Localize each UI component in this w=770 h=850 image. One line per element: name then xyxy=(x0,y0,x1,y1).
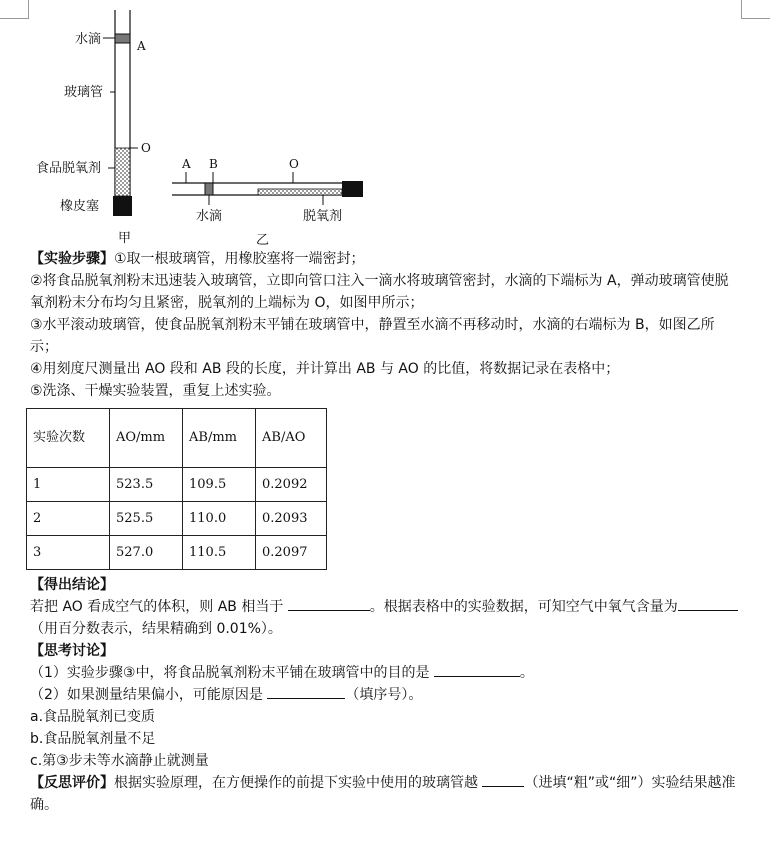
discussion-q2-end: （填序号）。 xyxy=(345,687,423,703)
reflection-text-b: （进填“粗”或“细”）实验结果越准确。 xyxy=(30,775,736,813)
label-water: 水滴 xyxy=(75,32,102,47)
answer-blank-1[interactable] xyxy=(288,596,370,611)
step-3: ③水平滚动玻璃管，使食品脱氧剂粉末平铺在玻璃管中，静置至水滴不再移动时，水滴的右端标为 B，如图乙所示； xyxy=(30,317,715,355)
steps-line-1 xyxy=(30,248,742,270)
label-point-a: A xyxy=(182,157,191,171)
answer-blank-3[interactable] xyxy=(434,662,520,677)
step-2: ②将食品脱氧剂粉末迅速装入玻璃管，立即向管口注入一滴水将玻璃管密封，水滴的下端标为 A，弹动玻璃管使脱氧剂粉末分布均匀且紧密，脱氧剂的上端标为 O，如图甲所示； xyxy=(30,273,729,311)
table-cell: 523.5 xyxy=(110,468,183,502)
table-cell: 109.5 xyxy=(183,468,256,502)
deoxidizer-powder xyxy=(258,189,342,195)
header-trial: 实验次数 xyxy=(27,409,110,468)
label-point-o: O xyxy=(289,157,299,171)
discussion-q2 xyxy=(30,684,742,706)
conclusion-heading: 【得出结论】 xyxy=(30,577,114,593)
table-row xyxy=(27,536,327,570)
figure-yi xyxy=(172,157,363,248)
water-drop xyxy=(205,183,213,195)
data-table xyxy=(26,408,327,570)
option-c: c.第③步未等水滴静止就测量 xyxy=(30,753,209,769)
apparatus-figure xyxy=(0,0,770,252)
rubber-stopper xyxy=(342,181,363,197)
label-point-o: O xyxy=(141,141,151,155)
table-cell: 1 xyxy=(27,468,110,502)
question-content xyxy=(30,248,742,816)
conclusion-text xyxy=(30,596,742,640)
table-cell: 2 xyxy=(27,502,110,536)
table-row xyxy=(27,502,327,536)
caption-jia: 甲 xyxy=(118,231,132,246)
label-deoxidizer: 食品脱氧剂 xyxy=(36,161,102,176)
conclusion-text-a: 若把 AO 看成空气的体积，则 AB 相当于 xyxy=(30,599,284,615)
steps-heading: 【实验步骤】 xyxy=(30,251,114,267)
table-cell: 0.2097 xyxy=(256,536,327,570)
table-cell: 527.0 xyxy=(110,536,183,570)
label-stopper: 橡皮塞 xyxy=(60,199,100,214)
header-ao: AO/mm xyxy=(110,409,183,468)
discussion-heading: 【思考讨论】 xyxy=(30,643,114,659)
reflection-text-a: 根据实验原理，在方便操作的前提下实验中使用的玻璃管越 xyxy=(114,775,478,791)
step-5: ⑤洗涤、干燥实验装置，重复上述实验。 xyxy=(30,383,281,399)
table-header-row xyxy=(27,409,327,468)
figure-jia xyxy=(36,10,151,246)
table-cell: 525.5 xyxy=(110,502,183,536)
rubber-stopper xyxy=(113,196,132,216)
discussion-q2-text: （2）如果测量结果偏小，可能原因是 xyxy=(30,687,263,703)
answer-blank-2[interactable] xyxy=(678,596,738,611)
header-ab: AB/mm xyxy=(183,409,256,468)
conclusion-text-c: （用百分数表示，结果精确到 0.01%）。 xyxy=(30,621,282,637)
option-a: a.食品脱氧剂已变质 xyxy=(30,709,156,725)
deoxidizer-powder xyxy=(115,148,130,196)
label-water: 水滴 xyxy=(196,209,223,224)
table-cell: 110.0 xyxy=(183,502,256,536)
discussion-q1-text: （1）实验步骤③中，将食品脱氧剂粉末平铺在玻璃管中的目的是 xyxy=(30,665,430,681)
reflection-heading: 【反思评价】 xyxy=(30,775,114,791)
caption-yi: 乙 xyxy=(256,233,270,248)
label-point-a: A xyxy=(137,39,146,53)
table-cell: 110.5 xyxy=(183,536,256,570)
option-b: b.食品脱氧剂量不足 xyxy=(30,731,156,747)
table-cell: 3 xyxy=(27,536,110,570)
label-tube: 玻璃管 xyxy=(64,85,104,100)
answer-blank-4[interactable] xyxy=(267,684,345,699)
answer-blank-5[interactable] xyxy=(482,772,524,787)
table-cell: 0.2093 xyxy=(256,502,327,536)
label-deoxidizer: 脱氧剂 xyxy=(303,209,343,224)
step-4: ④用刻度尺测量出 AO 段和 AB 段的长度，并计算出 AB 与 AO 的比值，将数据记录在表格中； xyxy=(30,361,620,377)
header-ratio: AB/AO xyxy=(256,409,327,468)
discussion-q1 xyxy=(30,662,742,684)
step-1: ①取一根玻璃管，用橡胶塞将一端密封； xyxy=(114,251,365,267)
conclusion-text-b: 。根据表格中的实验数据，可知空气中氧气含量为 xyxy=(369,599,678,615)
table-cell: 0.2092 xyxy=(256,468,327,502)
table-row xyxy=(27,468,327,502)
reflection-text xyxy=(30,772,742,816)
label-point-b: B xyxy=(209,157,218,171)
discussion-q1-end: 。 xyxy=(519,665,534,681)
water-drop xyxy=(115,34,130,43)
